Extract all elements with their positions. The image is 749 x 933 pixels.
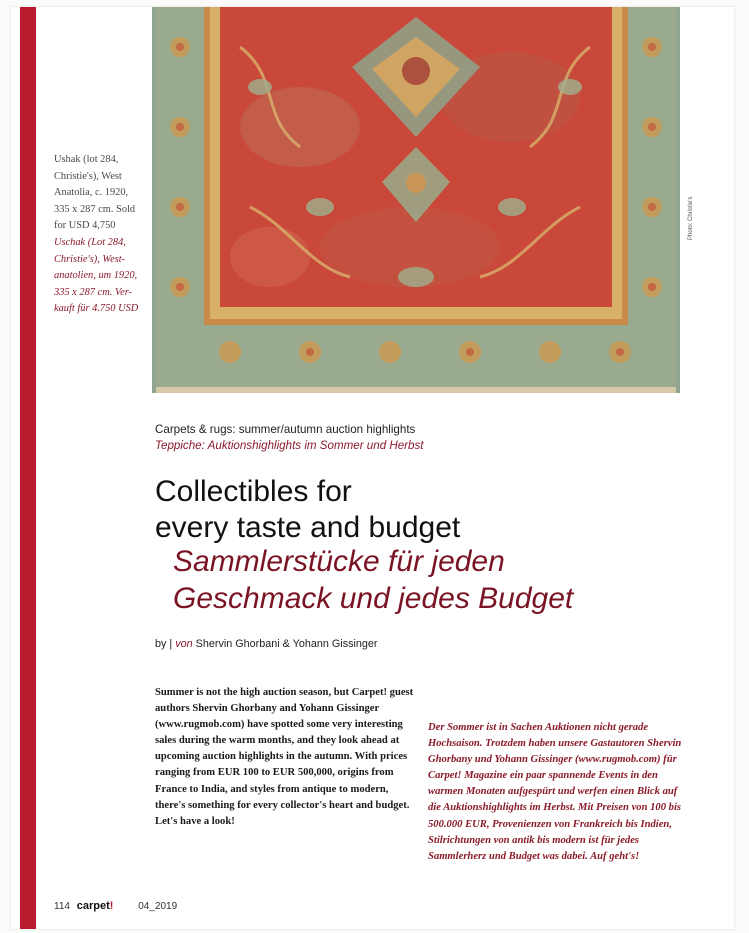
magazine-logo-mark: ! bbox=[109, 900, 114, 912]
byline bbox=[155, 638, 378, 650]
kicker-german: Teppiche: Auktionshighlights im Sommer und Herbst bbox=[155, 439, 424, 452]
caption-english: Ushak (lot 284, Christie's), West Anatolia, c. 1920, 335 x 287 cm. Sold for USD 4,750 bbox=[54, 154, 136, 232]
byline-authors: Shervin Ghorbani & Yohann Gissinger bbox=[195, 638, 378, 650]
page-footer bbox=[54, 900, 177, 912]
photo-caption bbox=[54, 152, 146, 318]
caption-german: Uschak (Lot 284, Christie's), West-anatolien, um 1920, 335 x 287 cm. Ver-kauft für 4.750 USD bbox=[54, 236, 139, 315]
lead-paragraph-german: Der Sommer ist in Sachen Auktionen nicht gerade Hochsaison. Trotzdem haben unsere Gastautoren Shervin Ghorbany und Yohann Gissinger (www.rugmob.com) für Carpet! Magazine ein paar spannende Events in den warmen Monaten aufgespürt und werfen einen Blick auf die Auktionshighlights im Herbst. Mit Preisen von 100 bis 500.000 EUR, Provenienzen von Frankreich bis Indien, Stilrichtungen von antik bis modern ist für jedes Sammlerherz und Budget was dabei. Auf geht's! bbox=[428, 722, 682, 862]
byline-von: von bbox=[175, 638, 193, 650]
carpet-illustration bbox=[150, 7, 682, 395]
issue-number: 04_2019 bbox=[138, 901, 178, 912]
byline-by: by | bbox=[155, 638, 173, 650]
headline-english-line-1: Collectibles for bbox=[155, 475, 352, 508]
page-number: 114 bbox=[54, 901, 70, 912]
headline-german bbox=[173, 543, 573, 617]
headline-german-line-2: Geschmack und jedes Budget bbox=[173, 582, 574, 615]
headline-english-line-2: every taste and budget bbox=[155, 511, 461, 544]
accent-bar bbox=[20, 7, 36, 929]
photo-credit: Photo: Christie's bbox=[688, 196, 694, 240]
carpet-photo bbox=[150, 7, 682, 395]
magazine-logo-text: carpet bbox=[76, 900, 110, 912]
headline-german-line-1: Sammlerstücke für jeden bbox=[173, 545, 505, 578]
magazine-logo bbox=[77, 900, 114, 912]
headline-english bbox=[155, 474, 460, 546]
lead-paragraph-english: Summer is not the high auction season, but Carpet! guest authors Shervin Ghorbany and Yohann Gissinger (www.rugmob.com) have spotted some very interesting sales during the warm months, and they look ahead at upcoming auction highlights in the autumn. With prices ranging from EUR 100 to EUR 500,000, origins from France to India, and styles from antique to modern, there's something for every collector's heart and budget. Let's have a look! bbox=[155, 687, 414, 827]
kicker bbox=[155, 422, 424, 454]
kicker-english: Carpets & rugs: summer/autumn auction highlights bbox=[155, 423, 416, 436]
